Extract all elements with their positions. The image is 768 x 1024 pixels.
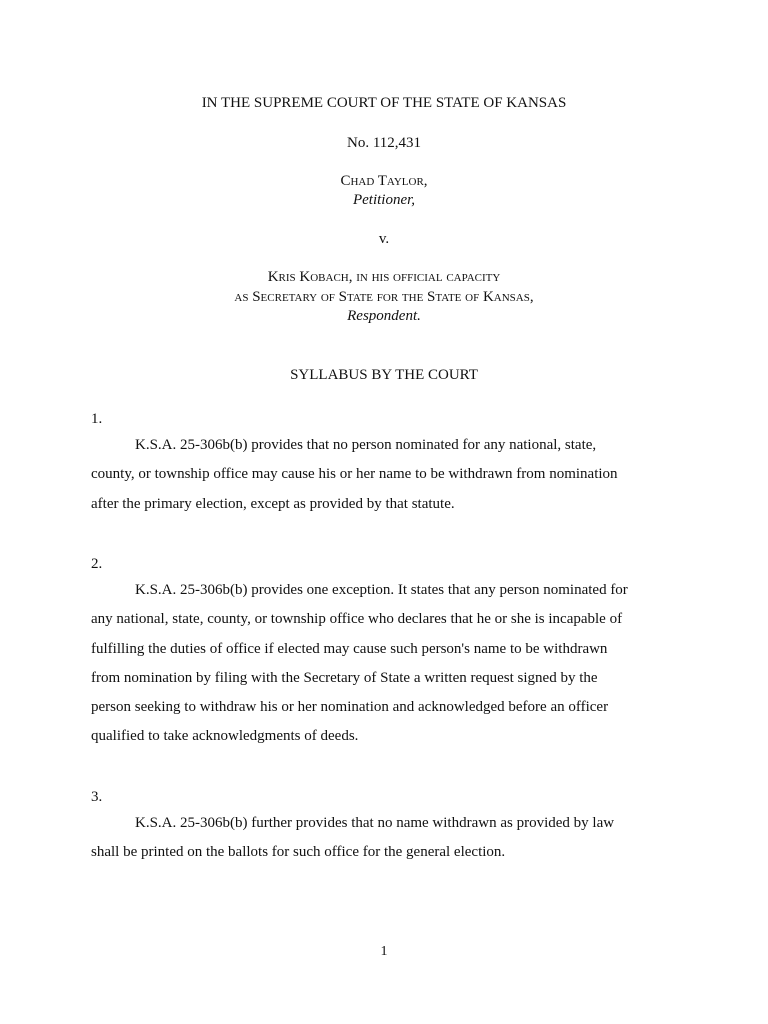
petitioner-role: Petitioner, [352,192,416,208]
text-line: from nomination by filing with the Secretary of State a written request signed by the [91,669,598,686]
petitioner-name: Chad Taylor, [340,173,428,189]
text-line: K.S.A. 25-306b(b) provides one exception. It states that any person nominated for [135,582,628,598]
versus-label: v. [378,231,390,247]
syllabus-title: SYLLABUS BY THE COURT [290,367,478,383]
text-line: shall be printed on the ballots for such office for the general election. [91,844,506,861]
syllabus-item-text [91,576,681,752]
text-line: fulfilling the duties of office if elected may cause such person's name to be withdrawn [91,640,608,657]
syllabus-item-number: 2. [91,556,103,572]
text-line: K.S.A. 25-306b(b) provides that no person nominated for any national, state, [135,437,597,453]
text-line: qualified to take acknowledgments of deeds. [91,728,359,745]
respondent-role: Respondent. [347,308,421,324]
text-line: county, or township office may cause his or her name to be withdrawn from nomination [91,466,618,483]
text-line: any national, state, county, or township office who declares that he or she is incapable of [91,611,623,628]
page-number: 1 [380,944,388,959]
text-line: K.S.A. 25-306b(b) further provides that no name withdrawn as provided by law [135,815,615,831]
case-number: No. 112,431 [346,135,422,151]
syllabus-item-text [91,809,681,868]
syllabus-item-number: 3. [91,789,103,805]
text-line: person seeking to withdraw his or her nomination and acknowledged before an officer [91,699,609,716]
syllabus-item-text [91,431,681,519]
text-line: after the primary election, except as provided by that statute. [91,495,455,512]
respondent-line-2: as Secretary of State for the State of Kansas, [234,289,534,305]
court-heading: IN THE SUPREME COURT OF THE STATE OF KANSAS [201,95,567,111]
respondent-line-1: Kris Kobach, in his official capacity [267,269,501,285]
syllabus-item-number: 1. [91,411,103,427]
